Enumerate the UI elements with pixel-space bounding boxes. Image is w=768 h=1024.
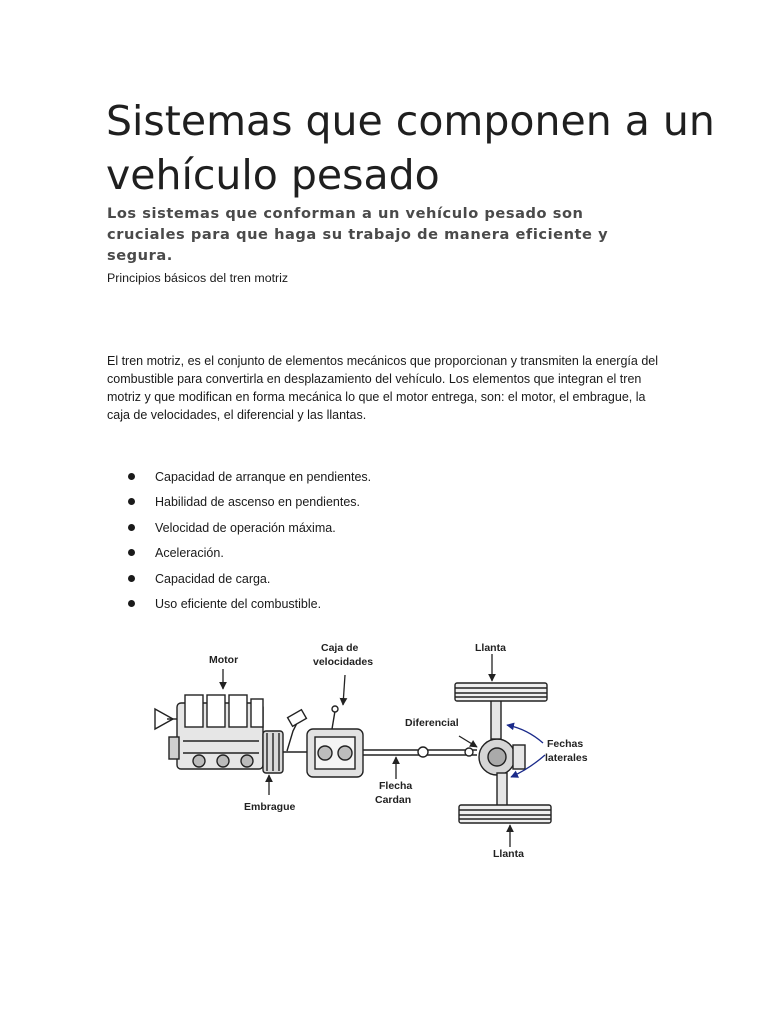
list-item-text: Aceleración.: [155, 546, 224, 561]
wheel-top-drawing: [455, 683, 547, 701]
label-embrague: Embrague: [244, 801, 296, 813]
bullet-icon: [128, 473, 135, 480]
bullet-icon: [128, 498, 135, 505]
label-llanta-bottom: Llanta: [493, 848, 524, 860]
label-flecha-line2: Cardan: [375, 794, 412, 806]
label-flecha-line1: Flecha: [379, 780, 413, 792]
label-fechas-line2: laterales: [545, 752, 588, 764]
page-subtitle: Los sistemas que conforman a un vehículo pesado son cruciales para que haga su trabajo de manera eficiente y segura.: [107, 205, 609, 264]
list-item-text: Capacidad de arranque en pendientes.: [155, 470, 372, 484]
label-llanta-top: Llanta: [475, 642, 506, 654]
bullet-icon: [128, 549, 135, 556]
bullet-icon: [128, 575, 135, 582]
engine-drawing: [155, 695, 263, 769]
label-motor: Motor: [209, 654, 239, 666]
differential-drawing: [479, 739, 525, 775]
list-item-text: Uso eficiente del combustible.: [155, 596, 322, 611]
drivetrain-diagram: [147, 633, 588, 865]
wheel-bottom-drawing: [459, 805, 551, 823]
label-caja-line1: Caja de: [321, 642, 359, 654]
section-heading: Principios básicos del tren motriz: [107, 271, 289, 285]
list-item-text: Velocidad de operación máxima.: [155, 520, 336, 535]
body-paragraph: El tren motriz, es el conjunto de elementos mecánicos que proporcionan y transmiten la energía del combustible para convertirla en desplazamiento del vehículo. Los elementos que integran el tren motriz y que modifican en forma mecánica lo que el motor entrega, son: el motor, el embrague, la caja de velocidades, el diferencial y las llantas.: [107, 354, 658, 422]
bullet-icon: [128, 600, 135, 607]
label-diferencial: Diferencial: [405, 717, 459, 729]
bullet-icon: [128, 524, 135, 531]
list-item-text: Habilidad de ascenso en pendientes.: [155, 495, 361, 510]
gearbox-drawing: [307, 706, 363, 777]
page-title: Sistemas que componen a un vehículo pesado: [106, 97, 715, 199]
list-item-text: Capacidad de carga.: [155, 571, 271, 586]
label-caja-line2: velocidades: [313, 656, 374, 668]
label-fechas-line1: Fechas: [547, 738, 584, 750]
clutch-drawing: [263, 710, 306, 773]
